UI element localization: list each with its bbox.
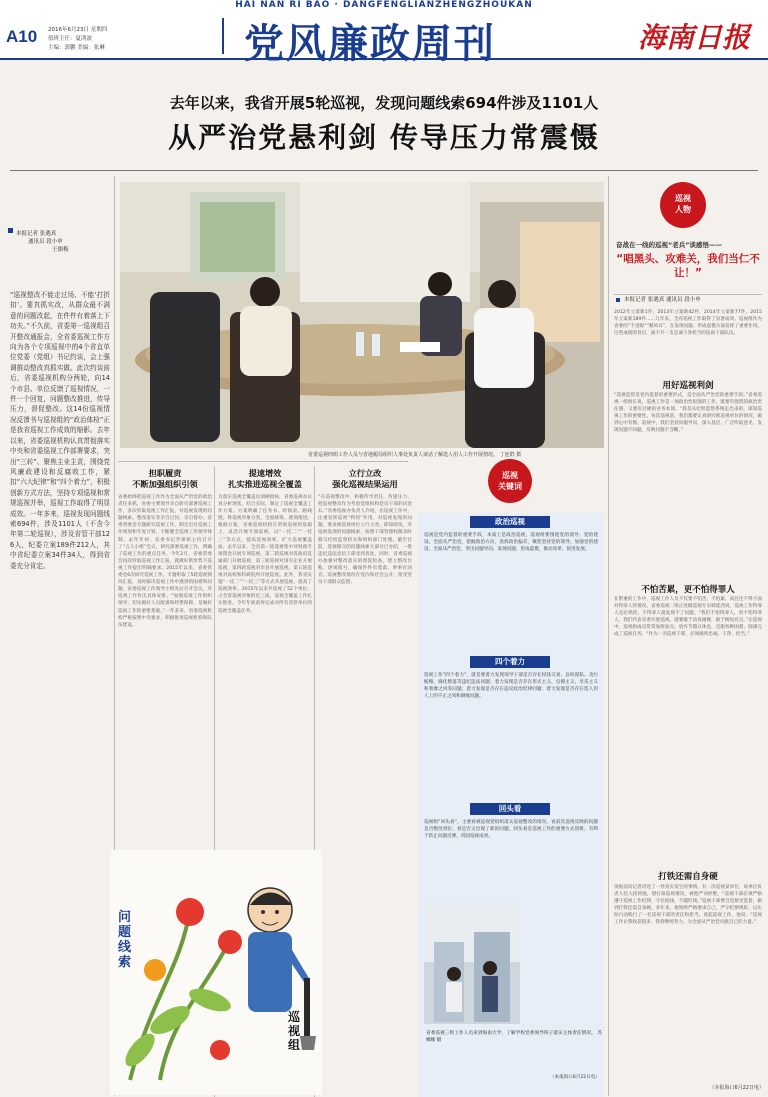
column-3-text: “在巡视整改中，积极传导责任，传递压力，把巡视整改作为考验党组织和党员干部的试金石。”省委巡视办负责人介绍，在巡视工作中，注重发挥巡视“利剑”作用，对巡视发现的问题，要求被巡视单位立行立改、即知即改。对巡视发现的问题线索，按照干部管理权限及时移交纪检监察机关和组织部门处理。截至目前，巡视移交的问题线索大部分已办结，一批违纪违法党员干部受到查处。同时，省委巡视办加强对整改落实的督促检查，建立整改台账，逐项销号，确保件件有着落、事事有回音。巡视整改情况在党内和社会公开，接受党员干部群众监督。 xyxy=(318,495,412,586)
column-1-subhead xyxy=(118,468,212,490)
profile-section-3-title: 打铁还需自身硬 xyxy=(658,872,718,882)
cartoon-graphic xyxy=(110,850,322,1095)
interview-photo-illustration xyxy=(120,182,604,448)
keyword-text-2: 巡视工作“四个着力”，就是要着力发现领导干部是否存在权钱交易、以权谋私、贪污贿赂、腐化堕落等违纪违法问题；着力发现是否存在形式主义、官僚主义、享乐主义和奢靡之风等问题；着力发现是否存在违反政治纪律问题；着力发现是否存在选人用人上的不正之风和腐败问题。 xyxy=(424,673,598,700)
column-1-title-line-2: 不断加强组织引领 xyxy=(132,479,198,489)
photo-caption: 省委巡视四组工作人员与省地税局组织人事处负责人谈话了解选人用人工作开展情况。 丁连群 摄 xyxy=(308,452,522,458)
editor-in-chief: 值班主任：夏鸿波 xyxy=(48,36,93,42)
column-2-subhead xyxy=(218,468,312,490)
keywords-badge-line-1: 巡视 xyxy=(502,471,518,480)
column-1-title-line-1: 担职履责 xyxy=(148,468,182,478)
kicker-headline: 去年以来，我省开展5轮巡视，发现问题线索694件涉及1101人 xyxy=(169,94,599,112)
panel-photo xyxy=(424,902,520,1024)
column-divider xyxy=(608,176,609,1096)
main-photo xyxy=(120,182,604,448)
panel-source: （本报海口6月22日电） xyxy=(549,1075,600,1080)
profile-badge-line-2: 人物 xyxy=(675,205,691,214)
body-top-rule xyxy=(118,461,408,462)
profile-section-2-text: 在繁重的工作中，巡视工作人员不仅要不怕苦、不怕累，而且还不得不面对得罪人的情况。省委巡视二组正处级巡视专员韩延西说，巡视工作得罪人是必然的，不得罪人就发现不了问题。“我们不怕得罪人，更不怕得罪人。我们代表省委开展巡视，就要敢于动真碰硬，敢于揭短亮丑。”在巡视中，巡视组成员常常加班加点，放弃节假日休息，克服各种困难，圆满完成了巡视任务。“作为一名巡视干部，必须做到忠诚、干净、担当。” xyxy=(614,597,762,638)
profile-badge xyxy=(660,182,706,228)
page-number: A10 xyxy=(6,27,38,46)
main-headline: 从严治党悬利剑 传导压力常震慑 xyxy=(168,121,600,154)
article-intro: “巡视整改不能走过场、不能‘打折扣’。要真抓实改，从群众最不满意的问题改起，在件件有着落上下功夫。”不久前，省委第一巡视组召开整改通报会，全省委巡视工作方向为各个专项巡视中的4个省直单位党委（党组）书记约谈，会上强调推动整改真抓实做。此次约谈前后，省委巡视机构分两轮，向14个市县、单位反馈了巡视情况，一件一个回复，问题整改推进，传导压力，督促整改。这14份巡视情况反馈书与巡视组的“政治体检”正是我省巡视工作成效的缩影。去年以来，省委巡视机构认真贯彻落实中央和省委巡视工作部署要求，突出“三转”、聚焦主业主责，围绕党风廉政建设和反腐败工作，紧扣“六大纪律”和“四个着力”，积极创新方式方法，坚持专项巡视和常规巡视并举，巡视工作取得了明显成效。一年多来，巡视发现问题线索694件，涉及1101人（不含今年第二轮巡视），涉及省管干部126人，纪委立案189件212人，其中省纪委立案34件34人，得到省委充分肯定。 xyxy=(10,291,110,570)
column-3-title-line-1: 立行立改 xyxy=(348,468,382,478)
publication-name: HAI NAN RI BAO · DANGFENGLIANZHENGZHOUKAN xyxy=(235,0,533,10)
profile-badge-line-1: 巡视 xyxy=(675,194,691,203)
profile-byline: 本报记者 张遇真 通讯员 段小申 xyxy=(624,297,701,303)
headline-rule xyxy=(10,170,758,171)
issue-date: 2016年6月23日 星期四 xyxy=(48,27,108,33)
cartoon-label-left: 问题线索 xyxy=(118,910,132,970)
section-title: 党风廉政周刊 xyxy=(244,20,496,67)
panel-photo-illustration xyxy=(424,902,520,1024)
panel-photo-caption: 省委巡视三组工作人员来到海南大学，了解学校党委领导班子落实主体责任情况。 苏娜娜 摄 xyxy=(426,1031,602,1044)
byline-square-icon xyxy=(8,228,13,233)
keyword-text-3: 巡视组“回头看”，主要看被巡视党组织落实巡视整改的情况、看前次巡视反映的问题是否整改到位、看是否又出现了新的问题。回头看是巡视工作的重要方式创新，有利于防止问题反弹，巩固巡视成果。 xyxy=(424,820,598,840)
profile-section-3-text: 余振南向记者讲述了一件真实发生的事情。有一次巡视某单位，该单位负责人托人找到他，想打探巡视情况，被他严词拒绝。“巡视干部必须严格遵守巡视工作纪律，守住底线，不越红线。”巡视干部要自觉接受监督，做到打铁还需自身硬。多年来，他始终严格要求自己，严守纪律规矩，以实际行动践行了一名巡视干部的责任和担当。谈起巡视工作，他说：“巡视工作让我收获很多，我将继续努力，为全面从严治党贡献自己的力量。” xyxy=(614,885,762,926)
column-3-title-line-2: 强化巡视结果运用 xyxy=(332,479,398,489)
column-2-title-line-1: 提速增效 xyxy=(248,468,282,478)
keyword-label-2: 四个着力 xyxy=(470,656,550,668)
byline-line-2: 通讯员 段小申 xyxy=(28,239,63,245)
profile-section-2-title: 不怕苦累，更不怕得罪人 xyxy=(641,585,735,595)
profile-title: “唱黑头、攻难关，我们当仁不让！” xyxy=(616,253,760,279)
byline-line-1: 本报记者 张遇真 xyxy=(16,231,57,237)
profile-source: （本报海口6月22日电） xyxy=(709,1085,764,1091)
profile-kicker: 奋战在一线的巡视“老兵”谈感悟—— xyxy=(616,241,723,249)
header-divider xyxy=(222,18,224,54)
profile-byline-square-icon xyxy=(616,298,620,302)
article-byline xyxy=(16,230,69,254)
column-3-subhead xyxy=(318,468,412,490)
cartoon-illustration xyxy=(110,850,322,1095)
editors: 主编：郭鹏 美编：张琳 xyxy=(48,45,105,51)
keyword-label-3: 回头看 xyxy=(470,803,550,815)
keyword-text-1: 巡视是党内监督的重要手段，本质上是政治巡视，巡视组要围绕党的领导、党的建设、全面从严治党，把握政治方向，查找政治偏差，聚焦坚持党的领导，加强党的建设，全面从严治党，突出问题导向，发现问题、形成震慑，推动改革、促进发展。 xyxy=(424,533,598,553)
profile-intro: 2012年立案新1件，2013年立案新42件，2014年立案新77件，2015年立案新189件……几年来，全省巡视工作取得了显著成效。巡视组作为省委的“千里眼”“顺风耳”，在发现问题、形成震慑方面发挥了重要作用。这些成绩的背后，离不开一支忠诚干净担当的巡视干部队伍。 xyxy=(614,310,762,337)
cartoon-label-right: 巡视组 xyxy=(288,1010,301,1052)
column-2-text: 为落实巡视全覆盖这项硬指标，省委巡视办认真分析现状，结合实际，制定了巡视全覆盖工作方案。方案明确了任务书、时间表、路线图，将巡视对象分类，全面统筹、逐项推进。根据方案，省委巡视机构在常规巡视的基础上，灵活开展专项巡视，以“一托二”“一托三”等方式，提高巡视效率，扩大巡视覆盖面。去年以来，全省第一轮巡视集中对财政专项资金开展专项巡视，第二轮巡视对省政府直属部门开展巡视，第三轮巡视对国有企业开展巡视，第四轮巡视对市县开展巡视，第五轮巡视对高校和科研院所开展巡视。此外，我省实施“一托二”“一托三”等方式开展巡视，提高了巡视效率。2015年以来共巡视了52个单位，占全省巡视对象的近三成，巡视全覆盖工作扎实推进。今年年底前将完成对所有省管单位的巡视全覆盖任务。 xyxy=(218,495,312,614)
byline-line-3: 王儒梅 xyxy=(52,247,69,253)
keywords-badge-line-2: 关键词 xyxy=(498,482,522,491)
keywords-badge xyxy=(488,459,532,503)
column-1-text: 省委始终把巡视工作作为全面从严治党的政治责任来抓，省委主要领导亲自研究部署巡视工作，多次听取巡视工作汇报，对巡视发现的问题线索、整改落实等亲自过问、亲自督办。省委常委会专题研究巡视工作，制定出台巡视工作规划和年度计划，不断健全巡视工作领导体制。去年年初，省委书记罗保铭主持召开了“五人小组”会议，研究部署巡视工作，明确了巡视工作的重点任务。今年2月，省委常委会再次听取巡视工作汇报，就做好新形势下巡视工作提出明确要求。2015年以来，省委常委会6次研究巡视工作，专题听取了5轮巡视情况汇报，及时解决巡视工作中遇到的困难和问题。省委巡视工作领导小组先后召开会议，对巡视工作作出具体安排。“加强巡视工作组织领导，切实做好人员配备和经费保障，是做好巡视工作的重要基础。”一年多来，省委巡视机构严格按照中央要求，积极推进巡视机构和队伍建设。 xyxy=(118,495,212,628)
column-2-title-line-2: 扎实推进巡视全覆盖 xyxy=(228,479,302,489)
profile-section-1-title: 用好巡视利剑 xyxy=(662,381,714,391)
profile-section-1-text: “巡视监督是党内监督的重要形式，是全面从严治党的重要手段。”省委巡视一组组长说，巡视工作是一项政治性很强的工作，既要有强烈的政治责任感，又要有过硬的业务本领。“我是从纪检监察系统走出来的，深知巡视工作的重要性。每次巡视前，我们都要认真研究被巡视单位的情况，做到心中有数。巡视中，我们坚持问题导向，深入基层，广泛听取意见，发现问题不回避，反映问题不含糊。” xyxy=(614,393,762,434)
profile-rule xyxy=(614,294,762,295)
keyword-label-1: 政治巡视 xyxy=(470,516,550,528)
newspaper-logo: 海南日报 xyxy=(638,21,751,54)
